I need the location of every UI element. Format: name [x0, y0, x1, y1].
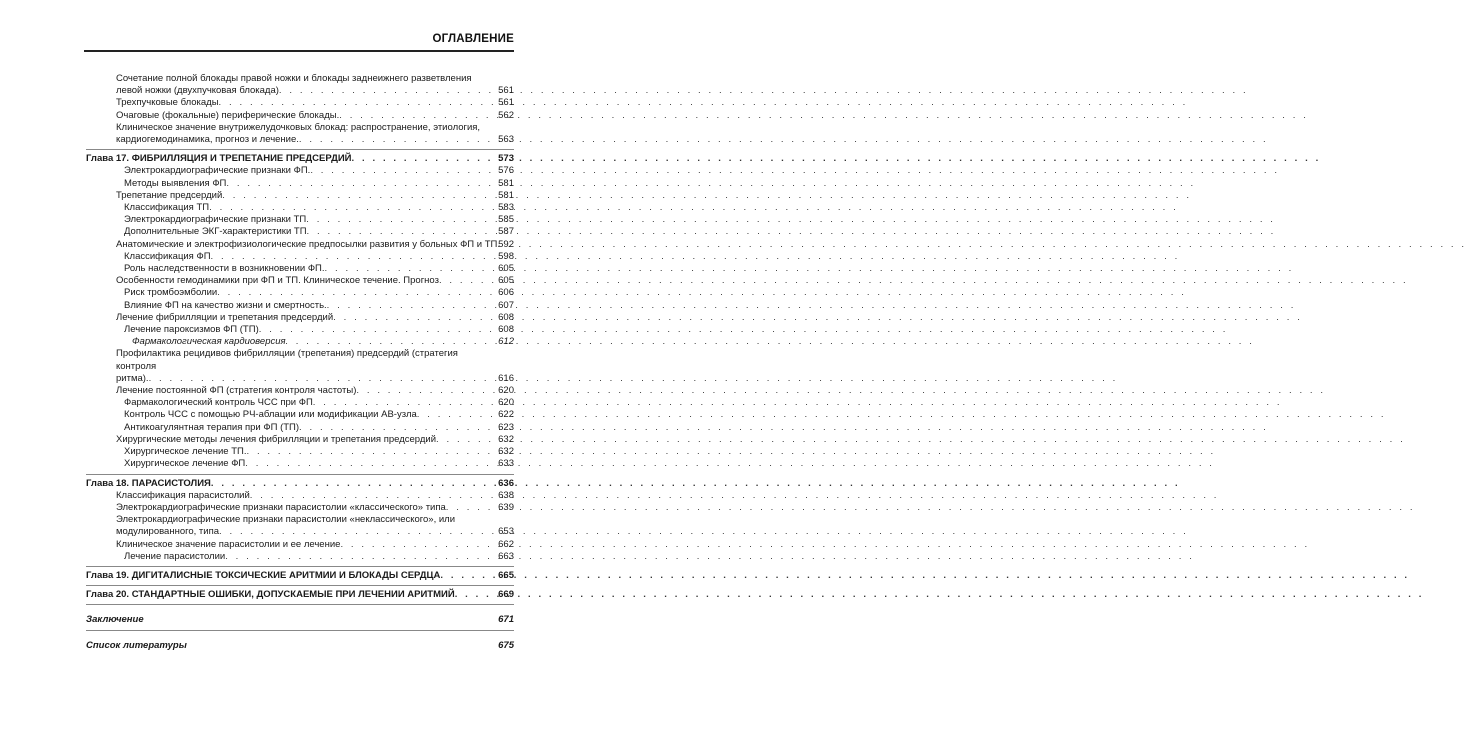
toc-entry[interactable] — [86, 190, 514, 202]
toc-entry[interactable] — [86, 570, 514, 582]
header-rule — [84, 50, 514, 52]
toc-page-number: 607 — [498, 299, 514, 311]
section-divider — [86, 474, 514, 475]
toc-page-number: 653 — [498, 526, 514, 538]
toc-entry-title: Очаговые (фокальные) периферические блокады. — [116, 109, 340, 121]
dot-leader — [310, 165, 1279, 177]
toc-entry-line — [124, 214, 484, 226]
toc-entry[interactable] — [86, 300, 514, 312]
toc-entry-line — [116, 490, 484, 502]
toc-entry-title: Методы выявления ФП — [124, 177, 227, 189]
toc-entry-line — [124, 397, 484, 409]
toc-entry-line — [116, 526, 484, 538]
toc-entry-title: Глава 20. СТАНДАРТНЫЕ ОШИБКИ, ДОПУСКАЕМЫЕ ПРИ ЛЕЧЕНИИ АРИТМИЙ — [86, 589, 455, 601]
toc-entry-line — [86, 570, 484, 582]
toc-page-number: 583 — [498, 202, 514, 214]
toc-page-number: 636 — [498, 477, 514, 489]
toc-entry[interactable] — [86, 122, 514, 146]
document-page — [0, 0, 600, 750]
toc-entry-title: Анатомические и электрофизиологические предпосылки развития у больных ФП и ТП — [116, 238, 498, 250]
dot-leader — [307, 226, 1276, 238]
toc-page-number: 620 — [498, 385, 514, 397]
dot-leader — [259, 324, 1228, 336]
toc-entry-line — [116, 110, 484, 122]
toc-entry[interactable] — [86, 551, 514, 563]
toc-entry-title: Трепетание предсердий — [116, 189, 223, 201]
dot-leader — [219, 97, 1188, 109]
toc-page-number: 585 — [498, 214, 514, 226]
toc-page-number: 581 — [498, 189, 514, 201]
toc-entry-title: левой ножки (двухпучковая блокада) — [116, 85, 279, 97]
toc-entry-line — [124, 226, 484, 238]
toc-entry[interactable] — [86, 178, 514, 190]
toc-entry-title: Электрокардиографические признаки ТП — [124, 214, 307, 226]
toc-entry[interactable] — [86, 110, 514, 122]
toc-entry-line — [116, 373, 484, 385]
toc-entry[interactable] — [86, 97, 514, 109]
toc-entry[interactable] — [86, 73, 514, 97]
toc-entry[interactable] — [86, 263, 514, 275]
toc-page-number: 608 — [498, 311, 514, 323]
section-divider — [86, 566, 514, 567]
toc-page-number: 606 — [498, 287, 514, 299]
toc-entry[interactable] — [86, 490, 514, 502]
toc-entry[interactable] — [86, 614, 514, 626]
toc-entry-title: модулированного, типа — [116, 526, 220, 538]
dot-leader — [455, 589, 1424, 601]
toc-page-number: 622 — [498, 409, 514, 421]
toc-page-number: 616 — [498, 372, 514, 384]
toc-entry[interactable] — [86, 165, 514, 177]
dot-leader — [245, 458, 1214, 470]
toc-entry-line — [116, 312, 484, 324]
toc-entry[interactable] — [86, 539, 514, 551]
toc-entry-title: Лечение постоянной ФП (стратегия контроля частоты) — [116, 385, 357, 397]
toc-page-number: 592 — [498, 238, 514, 250]
toc-entry-line — [124, 165, 484, 177]
toc-entry[interactable] — [86, 287, 514, 299]
toc-entry[interactable] — [86, 312, 514, 324]
toc-page-number: 576 — [498, 165, 514, 177]
toc-entry-title: Фармакологический контроль ЧСС при ФП — [124, 397, 313, 409]
toc-entry-line — [124, 551, 484, 563]
toc-page-number: 563 — [498, 134, 514, 146]
toc-entry-title: Лечение фибрилляции и трепетания предсердий — [116, 311, 334, 323]
dot-leader — [299, 134, 1268, 146]
toc-entry-line — [124, 202, 484, 214]
toc-entry-title: Хирургическое лечение ТП. — [124, 446, 247, 458]
dot-leader — [299, 422, 1268, 434]
toc-page-number: 671 — [498, 614, 514, 626]
toc-entry-line — [116, 434, 484, 446]
toc-entry[interactable] — [86, 409, 514, 421]
toc-page-number: 612 — [498, 336, 514, 348]
toc-entry[interactable] — [86, 385, 514, 397]
toc-entry[interactable] — [86, 478, 514, 490]
toc-page-number: 562 — [498, 109, 514, 121]
toc-page-number: 623 — [498, 421, 514, 433]
toc-entry-title: Список литературы — [86, 639, 187, 651]
toc-entry-title: Особенности гемодинамики при ФП и ТП. Клиническое течение. Прогноз — [116, 275, 439, 287]
toc-entry-line — [124, 422, 484, 434]
toc-entry-line — [124, 300, 484, 312]
toc-entry-title-line: Профилактика рецидивов фибрилляции (трепетания) предсердий (стратегия контроля — [116, 348, 458, 372]
toc-entry-line — [116, 134, 484, 146]
section-divider — [86, 585, 514, 586]
toc-entry[interactable] — [86, 214, 514, 226]
toc-entry-line — [124, 178, 484, 190]
toc-entry-title: ритма). — [116, 372, 149, 384]
dot-leader — [149, 373, 1118, 385]
toc-page-number: 587 — [498, 226, 514, 238]
dot-leader — [333, 312, 1302, 324]
dot-leader — [211, 478, 1180, 490]
toc-entry-title: Лечение пароксизмов ФП (ТП) — [124, 324, 259, 336]
toc-page-number: 633 — [498, 458, 514, 470]
toc-entry-title: Хирургическое лечение ФП — [124, 458, 246, 470]
dot-leader — [436, 434, 1405, 446]
toc-page-number: 573 — [498, 153, 514, 165]
toc-page-number: 669 — [498, 589, 514, 601]
toc-page-number: 620 — [498, 397, 514, 409]
toc-entry-title-line: Электрокардиографические признаки парасистолии «неклассического», или — [116, 514, 456, 526]
toc-entry[interactable] — [86, 336, 514, 348]
toc-entry[interactable] — [86, 589, 514, 601]
dot-leader — [222, 190, 1191, 202]
dot-leader — [250, 490, 1219, 502]
dot-leader — [313, 397, 1282, 409]
toc-page-number: 598 — [498, 250, 514, 262]
toc-entry-line — [132, 336, 484, 348]
dot-leader — [417, 409, 1386, 421]
toc-entry-title: Глава 19. ДИГИТАЛИСНЫЕ ТОКСИЧЕСКИЕ АРИТМИИ И БЛОКАДЫ СЕРДЦА — [86, 569, 441, 581]
dot-leader — [286, 336, 1255, 348]
dot-leader — [440, 570, 1409, 582]
toc-entry-title: Хирургические методы лечения фибрилляции и трепетания предсердий — [116, 433, 437, 445]
dot-leader — [246, 446, 1215, 458]
toc-entry-title: Заключение — [86, 614, 144, 626]
toc-page-number: 632 — [498, 433, 514, 445]
section-divider — [86, 630, 514, 631]
toc-page-number: 638 — [498, 489, 514, 501]
toc-entry[interactable] — [86, 275, 514, 287]
toc-entry-line — [124, 324, 484, 336]
toc-entry-title: Риск тромбоэмболии — [124, 287, 218, 299]
toc-entry[interactable] — [86, 514, 514, 538]
toc-entry-title: Дополнительные ЭКГ-характеристики ТП — [124, 226, 307, 238]
toc-entry[interactable] — [86, 153, 514, 165]
dot-leader — [306, 214, 1275, 226]
dot-leader — [211, 251, 1180, 263]
toc-entry-line — [124, 458, 484, 470]
toc-entry-line — [86, 589, 484, 601]
toc-entry[interactable] — [86, 640, 514, 652]
toc-entry[interactable] — [86, 226, 514, 238]
toc-page-number: 632 — [498, 446, 514, 458]
dot-leader — [225, 551, 1194, 563]
section-divider — [86, 149, 514, 150]
dot-leader — [327, 300, 1296, 312]
dot-leader — [219, 526, 1188, 538]
toc-entry-title: Глава 18. ПАРАСИСТОЛИЯ — [86, 477, 211, 489]
toc-entry-title: Классификация ФП — [124, 250, 211, 262]
toc-entry[interactable] — [86, 397, 514, 409]
toc-entry-title: Клиническое значение парасистолии и ее лечение — [116, 538, 341, 550]
toc-entry[interactable] — [86, 458, 514, 470]
toc-entry-title: Лечение парасистолии — [124, 550, 226, 562]
toc-entry-title: Контроль ЧСС с помощью РЧ-аблации или модификации АВ-узла — [124, 409, 417, 421]
dot-leader — [446, 502, 1415, 514]
toc-entry-title: Роль наследственности в возникновении ФП. — [124, 263, 325, 275]
toc-page-number: 663 — [498, 550, 514, 562]
toc-entry-line — [116, 85, 484, 97]
toc-entry-title: Классификация парасистолий — [116, 489, 250, 501]
dot-leader — [497, 239, 1466, 251]
toc-entry-line — [116, 238, 498, 251]
toc-entry-title-line: Сочетание полной блокады правой ножки и блокады заднеижнего разветвления — [116, 73, 472, 84]
toc-entry-line — [124, 287, 484, 299]
toc-entry-title: Электрокардиографические признаки парасистолии «классического» типа — [116, 501, 446, 513]
toc-page-number: 561 — [498, 97, 514, 109]
toc-entry-title: Классификация ТП — [124, 202, 210, 214]
toc-page-number: 665 — [498, 569, 514, 581]
toc-entry-title: кардиогемодинамика, прогноз и лечение. — [116, 134, 299, 146]
toc-entry-line — [86, 478, 484, 490]
toc-entry[interactable] — [86, 251, 514, 263]
toc-entry-line — [124, 251, 484, 263]
toc-entry-title: Антикоагулянтная терапия при ФП (ТП) — [124, 421, 300, 433]
toc-page-number: 675 — [498, 639, 514, 651]
toc-entry-title: Трехпучковые блокады — [116, 97, 219, 109]
toc-entry-line — [124, 409, 484, 421]
toc-entry-line — [116, 385, 484, 397]
toc-entry-title: Глава 17. ФИБРИЛЛЯЦИЯ И ТРЕПЕТАНИЕ ПРЕДСЕРДИЙ — [86, 153, 352, 165]
toc-page-number: 662 — [498, 538, 514, 550]
dot-leader — [279, 85, 1248, 97]
table-of-contents — [86, 73, 514, 652]
section-divider — [86, 604, 514, 605]
toc-page-number: 639 — [498, 501, 514, 513]
page-header-title: ОГЛАВЛЕНИЕ — [432, 33, 514, 45]
toc-entry[interactable] — [86, 502, 514, 514]
dot-leader — [439, 275, 1408, 287]
toc-entry-title-line: Клиническое значение внутрижелудочковых блокад: распространение, этиология, — [116, 121, 481, 133]
toc-page-number: 605 — [498, 263, 514, 275]
toc-entry-line — [86, 153, 484, 165]
toc-entry-line — [116, 502, 484, 514]
toc-page-number: 605 — [498, 275, 514, 287]
dot-leader — [217, 287, 1186, 299]
toc-entry-line — [86, 640, 484, 652]
toc-entry[interactable] — [86, 348, 514, 385]
toc-entry-line — [124, 263, 484, 275]
toc-entry-line — [116, 190, 484, 202]
toc-entry-line — [116, 97, 484, 109]
toc-entry[interactable] — [86, 239, 514, 251]
toc-entry[interactable] — [86, 422, 514, 434]
toc-entry-line — [124, 446, 484, 458]
toc-entry[interactable] — [86, 324, 514, 336]
dot-leader — [325, 263, 1294, 275]
toc-page-number: 581 — [498, 177, 514, 189]
toc-entry-line — [116, 539, 484, 551]
toc-entry-title: Электрокардиографические признаки ФП. — [124, 165, 311, 177]
dot-leader — [209, 202, 1178, 214]
toc-entry[interactable] — [86, 434, 514, 446]
toc-entry[interactable] — [86, 202, 514, 214]
toc-entry-title: Влияние ФП на качество жизни и смертность. — [124, 299, 327, 311]
toc-entry-line — [86, 614, 484, 626]
toc-entry-line — [116, 275, 484, 287]
toc-page-number: 561 — [498, 85, 514, 97]
dot-leader — [226, 178, 1195, 190]
toc-entry-title: Фармакологическая кардиоверсия — [132, 336, 286, 348]
toc-entry[interactable] — [86, 446, 514, 458]
toc-page-number: 608 — [498, 324, 514, 336]
